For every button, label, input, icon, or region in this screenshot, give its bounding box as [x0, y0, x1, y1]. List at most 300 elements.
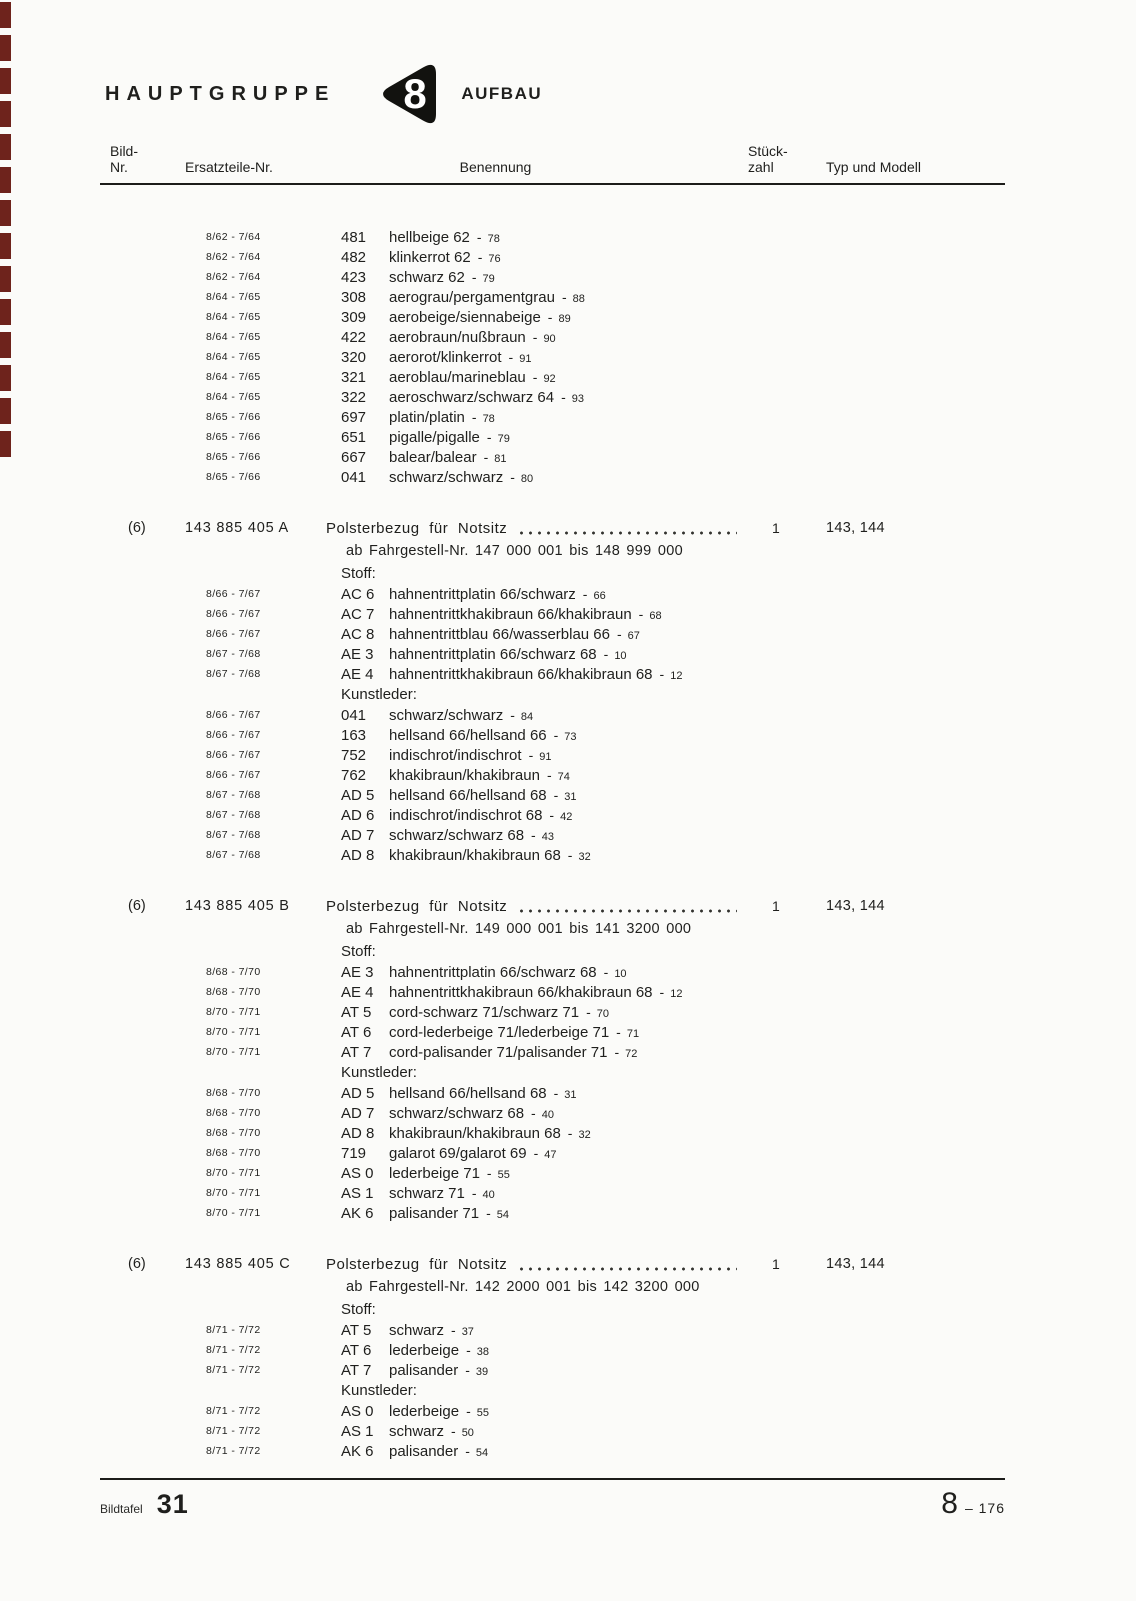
color-code: 309	[341, 309, 367, 326]
part-name: Polsterbezug für Notsitz	[326, 1256, 508, 1273]
date-range: 8/71 - 7/72	[206, 1324, 261, 1336]
table-row	[100, 1022, 1005, 1042]
date-range: 8/66 - 7/67	[206, 608, 261, 620]
color-code: AT 5	[341, 1004, 372, 1021]
part-entry-header	[100, 1253, 1005, 1276]
color-description: palisander	[389, 1362, 459, 1379]
binding-edge-marks	[0, 2, 11, 460]
ref-separator: -	[471, 269, 477, 285]
color-code: AD 7	[341, 1105, 375, 1122]
ref-number: 81	[494, 453, 507, 465]
table-row	[100, 327, 1005, 347]
color-code: 422	[341, 329, 367, 346]
ref-separator: -	[510, 469, 515, 485]
ref-number: 12	[670, 670, 683, 682]
date-range: 8/68 - 7/70	[206, 1107, 261, 1119]
models: 143, 144	[826, 1256, 885, 1272]
chassis-range: ab Fahrgestell-Nr. 147 000 001 bis 148 999 000	[346, 543, 683, 559]
ref-separator: -	[466, 1403, 471, 1419]
ref-number: 66	[593, 590, 606, 602]
color-code: AS 0	[341, 1403, 374, 1420]
table-row	[100, 644, 1005, 664]
color-code: AD 8	[341, 1125, 375, 1142]
color-description: hellsand 66/hellsand 68	[389, 787, 547, 804]
ref-number: 55	[497, 1169, 510, 1181]
ref-separator: -	[531, 827, 536, 843]
color-code: AT 7	[341, 1044, 372, 1061]
part-name: Polsterbezug für Notsitz	[326, 898, 508, 915]
ref-number: 78	[487, 233, 500, 245]
ref-separator: -	[553, 787, 559, 803]
color-code: AE 4	[341, 984, 374, 1001]
ref-number: 12	[670, 988, 683, 1000]
date-range: 8/70 - 7/71	[206, 1167, 261, 1179]
table-row	[100, 1203, 1005, 1223]
leader-dots	[517, 909, 737, 913]
col-header-ersatzteile-nr: Ersatzteile-Nr.	[185, 159, 273, 175]
date-range: 8/66 - 7/67	[206, 628, 261, 640]
ref-separator: -	[586, 1004, 591, 1020]
date-range: 8/66 - 7/67	[206, 729, 261, 741]
ref-number: 92	[543, 373, 556, 385]
color-code: AD 7	[341, 827, 375, 844]
color-description: aeroschwarz/schwarz 64	[389, 389, 555, 406]
color-description: schwarz	[389, 1423, 445, 1440]
color-description: hahnentrittkhakibraun 66/khakibraun 68	[389, 984, 653, 1001]
ref-separator: -	[617, 626, 622, 642]
ref-separator: -	[553, 727, 559, 743]
chassis-range: ab Fahrgestell-Nr. 149 000 001 bis 141 3200 000	[346, 921, 692, 937]
color-code: AT 7	[341, 1362, 372, 1379]
section-title: AUFBAU	[461, 84, 543, 103]
material-label: Kunstleder:	[341, 1382, 417, 1399]
table-row	[100, 745, 1005, 765]
color-code: AT 5	[341, 1322, 372, 1339]
table-row	[100, 624, 1005, 644]
color-description: cord-lederbeige 71/lederbeige 71	[389, 1024, 610, 1041]
table-row	[100, 1002, 1005, 1022]
color-description: hahnentrittplatin 66/schwarz	[389, 586, 576, 603]
ref-number: 80	[520, 473, 534, 485]
color-code: AE 4	[341, 666, 374, 683]
color-description: schwarz 71	[389, 1185, 465, 1202]
ref-number: 54	[496, 1209, 509, 1221]
table-row	[100, 1320, 1005, 1340]
ref-number: 93	[571, 393, 584, 405]
table-body	[0, 185, 1136, 1461]
models: 143, 144	[826, 520, 885, 536]
ref-separator: -	[483, 449, 489, 465]
ref-number: 40	[541, 1109, 554, 1121]
color-description: galarot 69/galarot 69	[389, 1145, 527, 1162]
table-row	[100, 1421, 1005, 1441]
table-row	[100, 962, 1005, 982]
color-description: lederbeige	[389, 1403, 460, 1420]
table-row	[100, 584, 1005, 604]
table-row	[100, 447, 1005, 467]
date-range: 8/71 - 7/72	[206, 1344, 261, 1356]
color-code: 308	[341, 289, 367, 306]
ref-number: 31	[564, 1089, 577, 1101]
color-code: AS 1	[341, 1423, 374, 1440]
date-range: 8/64 - 7/65	[206, 311, 261, 323]
ref-separator: -	[638, 606, 644, 622]
ref-separator: -	[465, 1362, 470, 1378]
table-row	[100, 664, 1005, 684]
ref-separator: -	[477, 249, 483, 265]
ref-number: 39	[475, 1366, 489, 1378]
ref-number: 38	[476, 1346, 489, 1358]
material-label: Kunstleder:	[341, 686, 417, 703]
date-range: 8/67 - 7/68	[206, 668, 261, 680]
masthead	[0, 0, 1136, 133]
table-row	[100, 1083, 1005, 1103]
date-range: 8/67 - 7/68	[206, 809, 261, 821]
ref-separator: -	[466, 1342, 471, 1358]
date-range: 8/70 - 7/71	[206, 1187, 261, 1199]
table-row	[100, 367, 1005, 387]
ref-separator: -	[532, 369, 538, 385]
image-ref: (6)	[128, 898, 146, 914]
image-ref: (6)	[128, 1256, 146, 1272]
date-range: 8/68 - 7/70	[206, 1127, 261, 1139]
table-row	[100, 1183, 1005, 1203]
page-number-rest: – 176	[964, 1500, 1005, 1516]
color-description: hahnentrittkhakibraun 66/khakibraun 68	[389, 666, 653, 683]
color-description: schwarz/schwarz 68	[389, 1105, 525, 1122]
color-code: AT 6	[341, 1024, 372, 1041]
date-range: 8/70 - 7/71	[206, 1207, 261, 1219]
color-code: AC 8	[341, 626, 375, 643]
table-row	[100, 845, 1005, 865]
ref-number: 47	[544, 1149, 557, 1161]
date-range: 8/67 - 7/68	[206, 829, 261, 841]
ref-number: 90	[543, 333, 556, 345]
ref-number: 32	[578, 851, 591, 863]
ref-separator: -	[659, 666, 665, 682]
table-row	[100, 1143, 1005, 1163]
ref-separator: -	[549, 807, 555, 823]
date-range: 8/64 - 7/65	[206, 291, 261, 303]
color-code: AD 8	[341, 847, 375, 864]
ref-number: 40	[482, 1189, 495, 1201]
material-label-row	[100, 1299, 1005, 1320]
ref-separator: -	[451, 1322, 456, 1338]
color-description: khakibraun/khakibraun 68	[389, 847, 561, 864]
color-code: AC 7	[341, 606, 375, 623]
color-code: 163	[341, 727, 367, 744]
ref-separator: -	[471, 1185, 477, 1201]
table-row	[100, 982, 1005, 1002]
ref-number: 78	[482, 413, 495, 425]
color-description: aerobeige/siennabeige	[389, 309, 541, 326]
ref-number: 91	[519, 353, 532, 365]
date-range: 8/66 - 7/67	[206, 749, 261, 761]
plate-label: Bildtafel	[100, 1502, 143, 1516]
date-range: 8/62 - 7/64	[206, 271, 261, 283]
col-header-benennung: Benennung	[459, 159, 532, 175]
table-row	[100, 705, 1005, 725]
color-description: schwarz/schwarz	[389, 707, 504, 724]
chassis-range: ab Fahrgestell-Nr. 142 2000 001 bis 142 3200 000	[346, 1279, 700, 1295]
material-label: Kunstleder:	[341, 1064, 417, 1081]
color-description: hellsand 66/hellsand 66	[389, 727, 547, 744]
table-row	[100, 1360, 1005, 1380]
date-range: 8/70 - 7/71	[206, 1046, 261, 1058]
table-row	[100, 1042, 1005, 1062]
color-description: hahnentrittplatin 66/schwarz 68	[389, 964, 597, 981]
ref-separator: -	[471, 409, 477, 425]
ref-number: 73	[564, 731, 577, 743]
col-header-typ-und-modell: Typ und Modell	[826, 159, 921, 175]
ref-number: 31	[564, 791, 577, 803]
date-range: 8/70 - 7/71	[206, 1026, 261, 1038]
group-8-badge	[375, 55, 439, 133]
main-group-label: HAUPTGRUPPE	[105, 82, 336, 105]
table-row	[100, 1123, 1005, 1143]
ref-separator: -	[616, 1024, 621, 1040]
table-row	[100, 427, 1005, 447]
ref-separator: -	[465, 1443, 470, 1459]
plate-reference	[100, 1489, 189, 1520]
date-range: 8/71 - 7/72	[206, 1445, 261, 1457]
ref-separator: -	[567, 847, 573, 863]
color-description: pigalle/pigalle	[389, 429, 480, 446]
part-entry-header	[100, 517, 1005, 540]
color-code: 719	[341, 1145, 367, 1162]
color-description: aerograu/pergamentgrau	[389, 289, 555, 306]
color-code: 697	[341, 409, 367, 426]
date-range: 8/65 - 7/66	[206, 451, 261, 463]
material-label: Stoff:	[341, 1301, 376, 1318]
part-section	[100, 895, 1005, 1223]
ref-separator: -	[582, 586, 588, 602]
color-code: 651	[341, 429, 367, 446]
material-label-row	[100, 1062, 1005, 1083]
material-label-row	[100, 684, 1005, 705]
date-range: 8/68 - 7/70	[206, 1087, 261, 1099]
date-range: 8/65 - 7/66	[206, 431, 261, 443]
color-code: 322	[341, 389, 367, 406]
ref-separator: -	[476, 229, 482, 245]
color-description: palisander	[389, 1443, 459, 1460]
table-row	[100, 227, 1005, 247]
ref-number: 88	[572, 293, 585, 305]
ref-number: 79	[482, 273, 495, 285]
col-header-stueckzahl: Stück- zahl	[748, 143, 788, 175]
color-code: AE 3	[341, 964, 374, 981]
table-row	[100, 604, 1005, 624]
ref-number: 10	[614, 968, 627, 980]
ref-separator: -	[561, 389, 566, 405]
ref-number: 67	[627, 630, 640, 642]
ref-separator: -	[603, 964, 609, 980]
color-description: lederbeige	[389, 1342, 460, 1359]
group-number: 8	[403, 70, 428, 117]
date-range: 8/64 - 7/65	[206, 391, 261, 403]
color-code: 041	[341, 469, 367, 486]
ref-separator: -	[567, 1125, 573, 1141]
color-code: 321	[341, 369, 367, 386]
date-range: 8/71 - 7/72	[206, 1405, 261, 1417]
table-row	[100, 805, 1005, 825]
material-label: Stoff:	[341, 565, 376, 582]
table-row	[100, 825, 1005, 845]
ref-number: 89	[558, 313, 571, 325]
date-range: 8/68 - 7/70	[206, 1147, 261, 1159]
color-description: aerorot/klinkerrot	[389, 349, 502, 366]
ref-number: 43	[541, 831, 554, 843]
ref-separator: -	[533, 1145, 539, 1161]
date-range: 8/70 - 7/71	[206, 1006, 261, 1018]
footer-divider	[100, 1478, 1005, 1480]
date-range: 8/71 - 7/72	[206, 1425, 261, 1437]
ref-separator: -	[531, 1105, 536, 1121]
date-range: 8/67 - 7/68	[206, 849, 261, 861]
ref-number: 91	[539, 751, 552, 763]
color-code: AK 6	[341, 1443, 374, 1460]
material-label-row	[100, 941, 1005, 962]
leader-dots	[517, 1267, 737, 1271]
color-code: 481	[341, 229, 367, 246]
table-row	[100, 785, 1005, 805]
color-code: AD 5	[341, 1085, 375, 1102]
color-code: 482	[341, 249, 367, 266]
leader-dots	[517, 531, 737, 535]
color-code: AT 6	[341, 1342, 372, 1359]
ref-number: 55	[476, 1407, 489, 1419]
table-row	[100, 1340, 1005, 1360]
ref-separator: -	[486, 429, 492, 445]
color-description: hellbeige 62	[389, 229, 470, 246]
color-description: hahnentrittplatin 66/schwarz 68	[389, 646, 597, 663]
material-label-row	[100, 563, 1005, 584]
quantity: 1	[772, 520, 780, 536]
ref-number: 74	[557, 771, 570, 783]
date-range: 8/68 - 7/70	[206, 986, 261, 998]
date-range: 8/67 - 7/68	[206, 789, 261, 801]
ref-separator: -	[659, 984, 665, 1000]
ref-number: 84	[520, 711, 534, 723]
table-row	[100, 1401, 1005, 1421]
color-description: klinkerrot 62	[389, 249, 471, 266]
ref-separator: -	[532, 329, 538, 345]
date-range: 8/64 - 7/65	[206, 351, 261, 363]
color-description: hahnentrittblau 66/wasserblau 66	[389, 626, 610, 643]
table-row	[100, 1441, 1005, 1461]
color-description: schwarz/schwarz	[389, 469, 504, 486]
ref-number: 79	[497, 433, 510, 445]
page-footer	[100, 1487, 1005, 1521]
color-code: AK 6	[341, 1205, 374, 1222]
color-description: schwarz	[389, 1322, 445, 1339]
plate-number: 31	[156, 1489, 189, 1519]
image-ref: (6)	[128, 520, 146, 536]
color-description: platin/platin	[389, 409, 465, 426]
date-range: 8/64 - 7/65	[206, 371, 261, 383]
color-code: 667	[341, 449, 367, 466]
table-row	[100, 287, 1005, 307]
chassis-range-row	[100, 918, 1005, 941]
color-description: indischrot/indischrot	[389, 747, 522, 764]
ref-number: 54	[475, 1447, 489, 1459]
color-code: AD 6	[341, 807, 375, 824]
date-range: 8/67 - 7/68	[206, 648, 261, 660]
part-number: 143 885 405 A	[185, 520, 289, 536]
color-description: hellsand 66/hellsand 68	[389, 1085, 547, 1102]
ref-separator: -	[510, 707, 515, 723]
color-code: AS 1	[341, 1185, 374, 1202]
color-code: AC 6	[341, 586, 375, 603]
color-code: AS 0	[341, 1165, 374, 1182]
color-description: balear/balear	[389, 449, 477, 466]
part-number: 143 885 405 C	[185, 1256, 291, 1272]
chassis-range-row	[100, 540, 1005, 563]
color-description: cord-schwarz 71/schwarz 71	[389, 1004, 580, 1021]
table-row	[100, 387, 1005, 407]
part-number: 143 885 405 B	[185, 898, 290, 914]
ref-number: 10	[614, 650, 627, 662]
color-description: khakibraun/khakibraun	[389, 767, 540, 784]
ref-separator: -	[547, 309, 553, 325]
color-description: aeroblau/marineblau	[389, 369, 526, 386]
table-row	[100, 1103, 1005, 1123]
table-row	[100, 725, 1005, 745]
ref-number: 42	[560, 811, 573, 823]
ref-number: 71	[626, 1028, 640, 1040]
table-row	[100, 407, 1005, 427]
date-range: 8/66 - 7/67	[206, 588, 261, 600]
quantity: 1	[772, 1256, 780, 1272]
date-range: 8/68 - 7/70	[206, 966, 261, 978]
date-range: 8/62 - 7/64	[206, 251, 261, 263]
part-section	[100, 517, 1005, 865]
date-range: 8/62 - 7/64	[206, 231, 261, 243]
color-code: AD 5	[341, 787, 375, 804]
ref-number: 50	[461, 1427, 474, 1439]
color-description: lederbeige 71	[389, 1165, 480, 1182]
date-range: 8/64 - 7/65	[206, 331, 261, 343]
color-description: cord-palisander 71/palisander 71	[389, 1044, 608, 1061]
ref-separator: -	[451, 1423, 456, 1439]
ref-number: 76	[488, 253, 501, 265]
color-code: 762	[341, 767, 367, 784]
ref-separator: -	[528, 747, 534, 763]
color-code: AE 3	[341, 646, 374, 663]
date-range: 8/65 - 7/66	[206, 411, 261, 423]
page-number	[941, 1487, 1005, 1521]
material-label: Stoff:	[341, 943, 376, 960]
color-code: 041	[341, 707, 367, 724]
ref-separator: -	[614, 1044, 620, 1060]
date-range: 8/71 - 7/72	[206, 1364, 261, 1376]
models: 143, 144	[826, 898, 885, 914]
color-description: aerobraun/nußbraun	[389, 329, 526, 346]
color-description: palisander 71	[389, 1205, 480, 1222]
color-code: 752	[341, 747, 367, 764]
ref-separator: -	[486, 1165, 492, 1181]
part-name: Polsterbezug für Notsitz	[326, 520, 508, 537]
ref-separator: -	[508, 349, 514, 365]
material-label-row	[100, 1380, 1005, 1401]
table-row	[100, 347, 1005, 367]
part-entry-header	[100, 895, 1005, 918]
color-description: schwarz/schwarz 68	[389, 827, 525, 844]
color-description: indischrot/indischrot 68	[389, 807, 543, 824]
ref-number: 32	[578, 1129, 591, 1141]
quantity: 1	[772, 898, 780, 914]
table-row	[100, 247, 1005, 267]
